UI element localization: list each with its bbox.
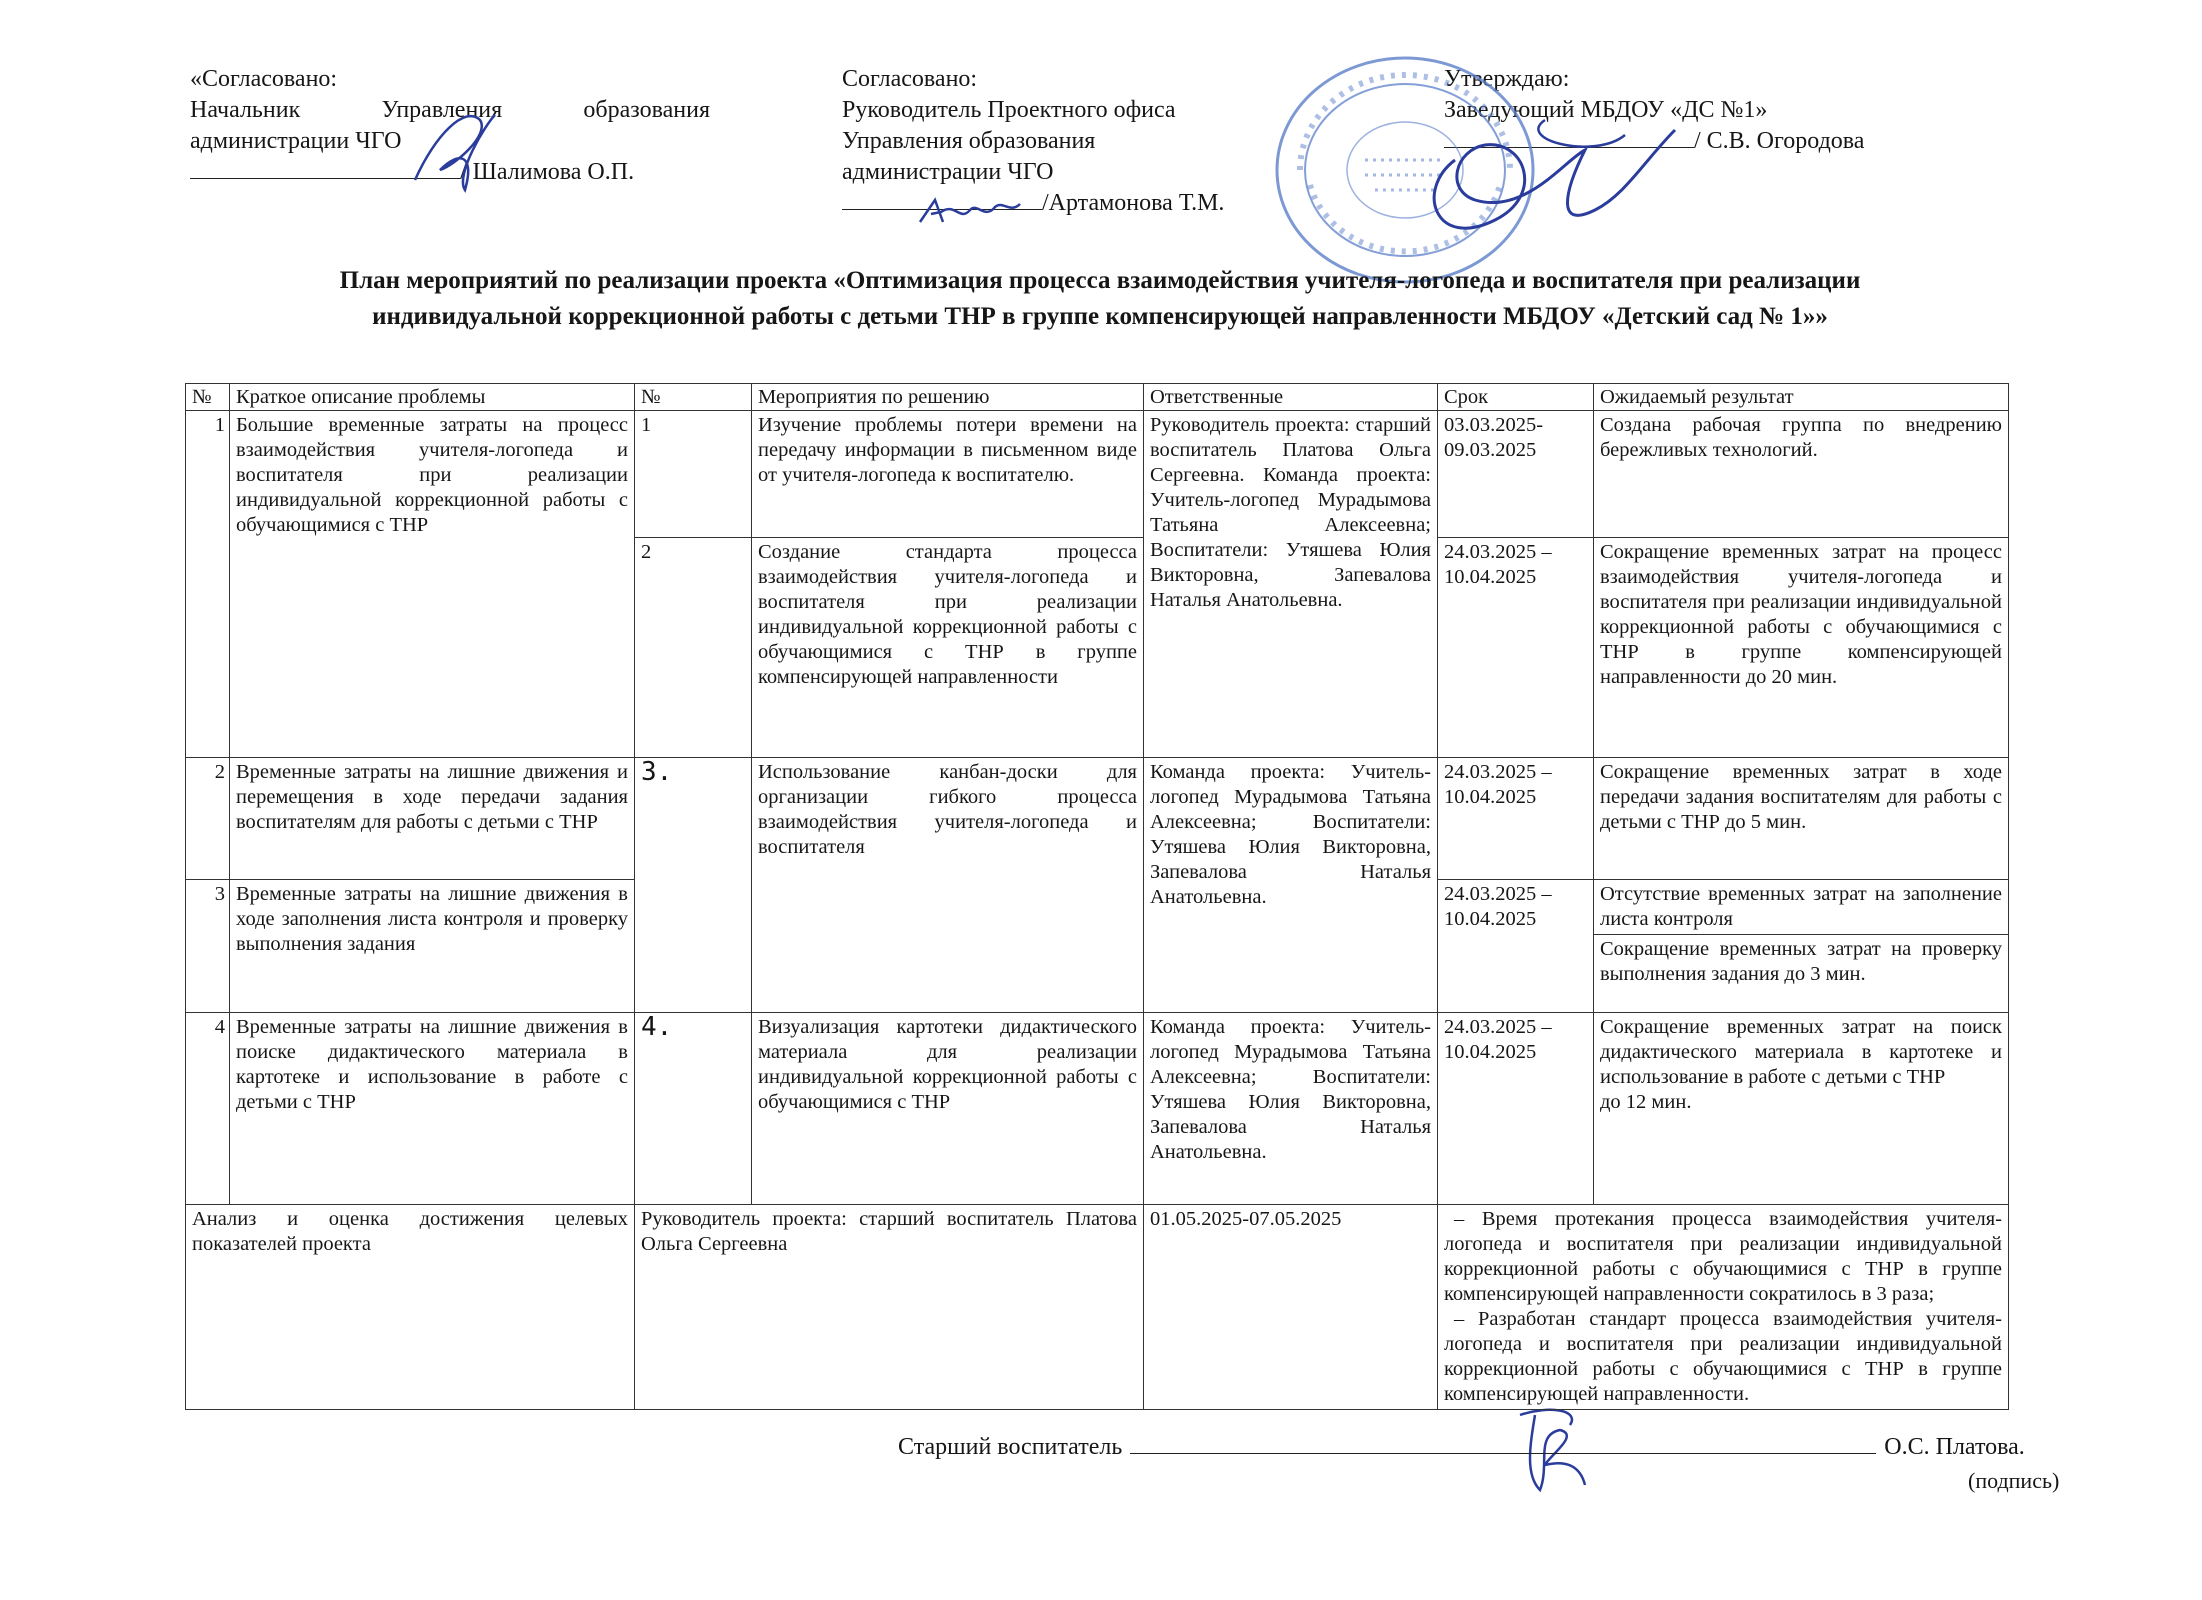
approval-heading: Утверждаю: xyxy=(1444,66,1570,92)
analysis-row xyxy=(186,1205,2009,1410)
approval-signature-line xyxy=(842,188,1302,219)
footer-signature xyxy=(898,1433,2025,1461)
responsible-cell: Руководитель проекта: старший воспитатель Платова Ольга Сергеевна. Команда проекта: Учитель-логопед Мурадымова Татьяна Алексеевна; Воспитатели: Утяшева Юлия Викторовна, Запевалова Наталья Анатольевна. xyxy=(1144,411,1438,758)
problem-description: Большие временные затраты на процесс взаимодействия учителя-логопеда и воспитателя при реализации индивидуальной коррекционной работы с обучающимися с ТНР xyxy=(230,411,635,758)
analysis-term: 01.05.2025-07.05.2025 xyxy=(1144,1205,1438,1410)
approval-block-left xyxy=(190,64,710,188)
plan-table xyxy=(185,383,2009,1410)
problem-number: 2 xyxy=(186,758,230,880)
approval-signature-line xyxy=(190,157,710,188)
result-cell: Отсутствие временных затрат на заполнение листа контроля xyxy=(1594,880,2009,935)
column-header: Краткое описание проблемы xyxy=(230,384,635,411)
table-row xyxy=(186,411,2009,538)
responsible-cell: Команда проекта: Учитель-логопед Мурадымова Татьяна Алексеевна; Воспитатели: Утяшева Юлия Викторовна, Запевалова Наталья Анатольевна. xyxy=(1144,1013,1438,1205)
activity-number: 4. xyxy=(635,1013,752,1205)
column-header: Срок xyxy=(1438,384,1594,411)
signature-caption: (подпись) xyxy=(1968,1468,2060,1493)
result-cell: Сокращение временных затрат на процесс взаимодействия учителя-логопеда и воспитателя при реализации индивидуальной коррекционной работы с обучающимися с ТНР в группе компенсирующей направленности до 20 мин. xyxy=(1594,538,2009,758)
column-header: Ожидаемый результат xyxy=(1594,384,2009,411)
approval-heading: Согласовано: xyxy=(842,66,978,92)
approval-organization: администрации ЧГО xyxy=(842,159,1054,185)
analysis-responsible: Руководитель проекта: старший воспитатель Платова Ольга Сергеевна xyxy=(635,1205,1144,1410)
activity-description: Создание стандарта процесса взаимодействия учителя-логопеда и воспитателя при реализации индивидуальной коррекционной работы с обучающимися с ТНР в группе компенсирующей направленности xyxy=(752,538,1144,758)
analysis-bullet: – Время протекания процесса взаимодействия учителя-логопеда и воспитателя при реализации индивидуальной коррекционной работы с обучающимися с ТНР в группе компенсирующей направленности сократилось в 3 раза; xyxy=(1444,1208,2002,1305)
responsible-cell: Команда проекта: Учитель-логопед Мурадымова Татьяна Алексеевна; Воспитатели: Утяшева Юлия Викторовна, Запевалова Наталья Анатольевна. xyxy=(1144,758,1438,1013)
approval-position: Руководитель Проектного офиса xyxy=(842,97,1176,123)
table-header-row xyxy=(186,384,2009,411)
result-cell: Сокращение временных затрат на проверку выполнения задания до 3 мин. xyxy=(1594,935,2009,1013)
problem-number: 1 xyxy=(186,411,230,758)
table-row xyxy=(186,1013,2009,1205)
term-cell: 24.03.2025 – 10.04.2025 xyxy=(1438,758,1594,880)
signature-underline xyxy=(1444,127,1694,148)
table-row xyxy=(186,758,2009,880)
result-text: Сокращение временных затрат на поиск дидактического материала в картотеке и использование в работе с детьми с ТНР xyxy=(1600,1016,2002,1088)
result-text: до 12 мин. xyxy=(1600,1091,1692,1113)
term-cell: 24.03.2025 – 10.04.2025 xyxy=(1438,1013,1594,1205)
problem-number: 3 xyxy=(186,880,230,1013)
approval-signer: / Шалимова О.П. xyxy=(460,159,635,185)
problem-description: Временные затраты на лишние движения в поиске дидактического материала в картотеке и использование в работе с детьми с ТНР xyxy=(230,1013,635,1205)
column-header: № xyxy=(635,384,752,411)
result-cell: Создана рабочая группа по внедрению бережливых технологий. xyxy=(1594,411,2009,538)
problem-description: Временные затраты на лишние движения и перемещения в ходе передачи задания воспитателям для работы с детьми с ТНР xyxy=(230,758,635,880)
document-title: План мероприятий по реализации проекта «Оптимизация процесса взаимодействия учителя-логопеда и воспитателя при реализации индивидуальной коррекционной работы с детьми ТНР в группе компенсирующей направленности МБДОУ «Детский сад № 1»» xyxy=(339,267,1861,330)
column-header: Ответственные xyxy=(1144,384,1438,411)
activity-description: Изучение проблемы потери времени на передачу информации в письменном виде от учителя-логопеда к воспитателю. xyxy=(752,411,1144,538)
approval-block-middle xyxy=(842,64,1302,219)
approval-organization: Управления образования xyxy=(842,128,1096,154)
activity-description: Визуализация картотеки дидактического материала для реализации индивидуальной коррекционной работы с обучающимися с ТНР xyxy=(752,1013,1144,1205)
approval-heading: «Согласовано: xyxy=(190,66,338,92)
term-cell: 24.03.2025 – 10.04.2025 xyxy=(1438,880,1594,1013)
approval-position: Заведующий МБДОУ «ДС №1» xyxy=(1444,97,1768,123)
signature-underline xyxy=(190,158,460,179)
term-cell: 24.03.2025 – 10.04.2025 xyxy=(1438,538,1594,758)
footer-position: Старший воспитатель xyxy=(898,1434,1123,1460)
signature-underline xyxy=(1130,1433,1876,1454)
column-header: Мероприятия по решению xyxy=(752,384,1144,411)
problem-number: 4 xyxy=(186,1013,230,1205)
activity-number: 3. xyxy=(635,758,752,1013)
column-header: № xyxy=(186,384,230,411)
signature-underline xyxy=(842,189,1042,210)
problem-description: Временные затраты на лишние движения в ходе заполнения листа контроля и проверку выполнения задания xyxy=(230,880,635,1013)
term-cell: 03.03.2025-09.03.2025 xyxy=(1438,411,1594,538)
analysis-label: Анализ и оценка достижения целевых показателей проекта xyxy=(186,1205,635,1410)
analysis-results xyxy=(1438,1205,2009,1410)
approval-signer: / С.В. Огородова xyxy=(1694,128,1865,154)
footer-name: О.С. Платова. xyxy=(1884,1434,2025,1460)
approval-signer: /Артамонова Т.М. xyxy=(1042,190,1225,216)
activity-number: 2 xyxy=(635,538,752,758)
result-cell xyxy=(1594,1013,2009,1205)
approval-signature-line xyxy=(1444,126,1924,157)
approval-block-right xyxy=(1444,64,1924,157)
activity-description: Использование канбан-доски для организации гибкого процесса взаимодействия учителя-логопеда и воспитателя xyxy=(752,758,1144,1013)
approval-position: Начальник Управления образования xyxy=(190,97,710,123)
result-cell: Сокращение временных затрат в ходе передачи задания воспитателям для работы с детьми с ТНР до 5 мин. xyxy=(1594,758,2009,880)
activity-number: 1 xyxy=(635,411,752,538)
analysis-bullet: – Разработан стандарт процесса взаимодействия учителя-логопеда и воспитателя при реализации индивидуальной коррекционной работы с обучающимися с ТНР в группе компенсирующей направленности. xyxy=(1444,1308,2002,1405)
approval-organization: администрации ЧГО xyxy=(190,128,402,154)
